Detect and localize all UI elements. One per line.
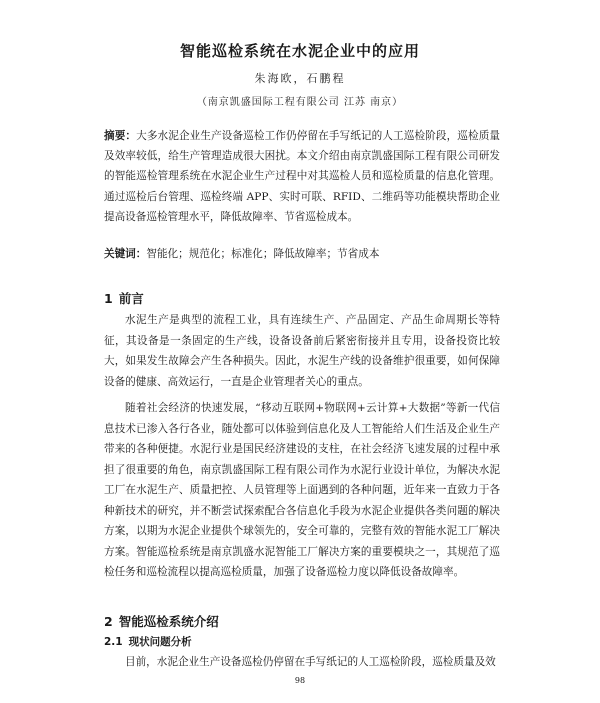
page-number: 98 — [294, 676, 306, 685]
keywords — [104, 244, 500, 264]
abstract-label: 摘要： — [104, 130, 137, 142]
abstract-text: 大多水泥企业生产设备巡检工作仍停留在手写纸记的人工巡检阶段，巡检质量及效率较低，给生产管理造成很大困扰。本文介绍由南京凯盛国际工程有限公司研发的智能巡检管理系统在水泥企业生产过程中对其巡检人员和巡检质量的信息化管理。通过巡检后台管理、巡检终端 APP、实时可联、RFID、二维码等功能模块帮助企业提高设备巡检管理水平，降低故障率、节省巡检成本。 — [104, 130, 501, 223]
abstract — [104, 126, 500, 227]
paper-title: 智能巡检系统在水泥企业中的应用 — [179, 42, 420, 60]
section-1-title: 前言 — [118, 291, 144, 306]
section-1-paragraph-2: 随着社会经济的快速发展，“移动互联网+物联网+云计算+大数据”等新一代信息技术已渗入各行各业，随处都可以体验到信息化及人工智能给人们生活及企业生产带来的各种便捷。水泥行业是国民经济建设的支柱，在社会经济飞速发展的过程中承担了很重要的角色，南京凯盛国际工程有限公司作为水泥行业设计单位，为解决水泥工厂在水泥生产、质量把控、人员管理等上面遇到的各种问题，近年来一直致力于各种新技术的研究，并不断尝试探索配合各信息化手段为水泥企业提供各类问题的解决方案，以期为水泥企业提供个球领先的，安全可靠的，完整有效的智能水泥工厂解决方案。智能巡检系统是南京凯盛水泥智能工厂解决方案的重要模块之一，其规范了巡检任务和巡检流程以提高巡检质量，加强了设备巡检力度以降低设备故障率。 — [104, 402, 500, 578]
section-2-1-number: 2.1 — [104, 636, 123, 648]
keywords-text: 智能化；规范化；标准化；降低故障率；节省成本 — [146, 248, 380, 260]
keywords-label: 关键词： — [104, 248, 147, 260]
section-2-1-paragraph: 目前，水泥企业生产设备巡检仍停留在手写纸记的人工巡检阶段，巡检质量及效 — [125, 656, 496, 668]
section-2-title: 智能巡检系统介绍 — [118, 614, 219, 629]
section-1-paragraph-1: 水泥生产是典型的流程工业，具有连续生产、产品固定、产品生命周期长等特征，其设备是一条固定的生产线，设备设备前后紧密衔接并且专用，设备投资比较大，如果发生故障会产生各种损失。因此，水泥生产线的设备维护很重要，如何保障设备的健康、高效运行，一直是企业管理者关心的重点。 — [104, 314, 500, 388]
section-1-heading — [104, 289, 144, 307]
section-2-number: 2 — [104, 614, 113, 629]
section-2-1-heading — [104, 634, 192, 649]
paper-authors: 朱海欧，石鹏程 — [254, 72, 346, 85]
section-2-1-title: 现状问题分析 — [128, 636, 192, 648]
section-1-number: 1 — [104, 291, 113, 306]
paper-affiliation: （南京凯盛国际工程有限公司 江苏 南京） — [196, 97, 404, 108]
section-2-heading — [104, 612, 219, 630]
